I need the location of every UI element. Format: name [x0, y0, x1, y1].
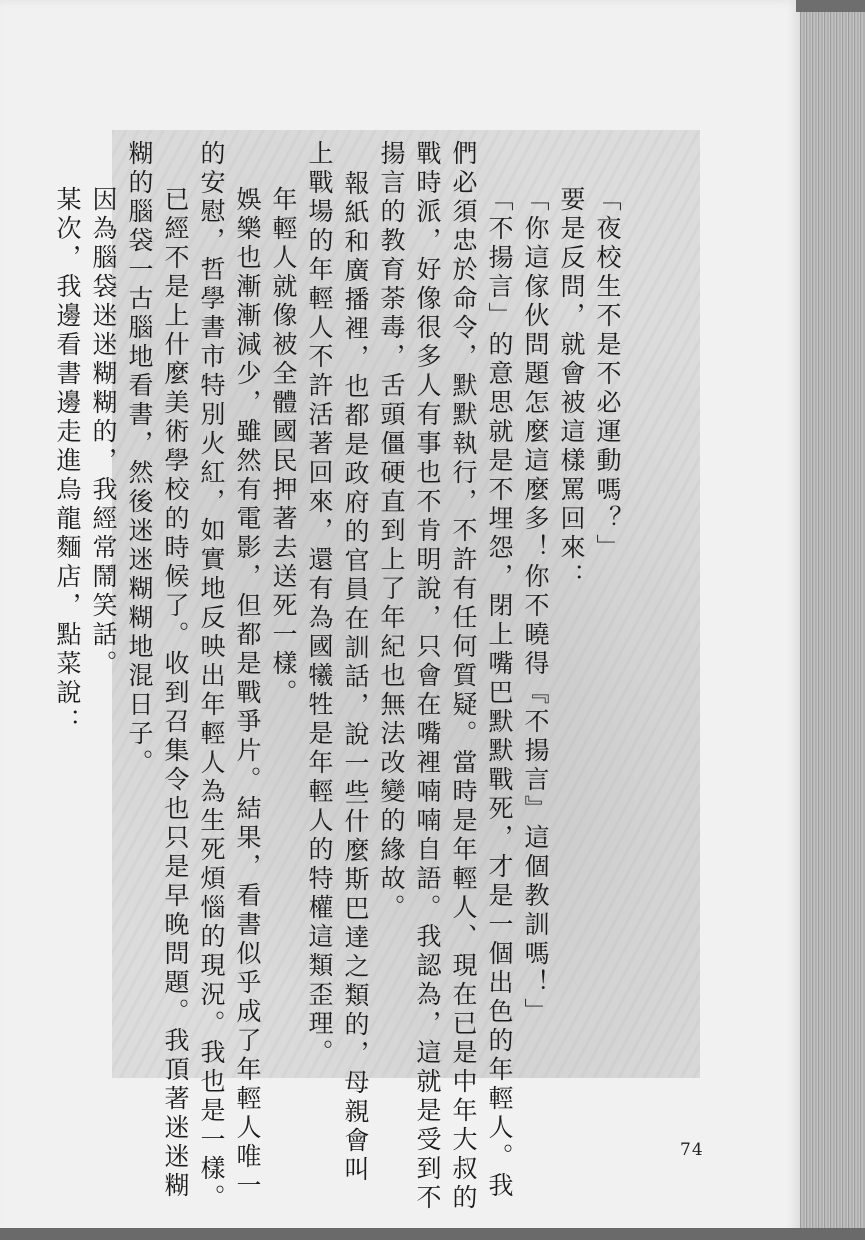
text-column: 報紙和廣播裡，也都是政府的官員在訓話，說一些什麼斯巴達之類的，母親會叫	[341, 170, 370, 1185]
text-column: 們必須忠於命令，默默執行，不許有任何質疑。當時是年輕人、現在已是中年大叔的	[449, 140, 478, 1213]
vertical-text-block	[53, 140, 622, 1213]
text-column: 「你這傢伙問題怎麼這麼多！你不曉得『不揚言』這個教訓嗎！」	[521, 186, 550, 1027]
page-number: 74	[680, 1140, 704, 1160]
text-column: 某次，我邊看書邊走進烏龍麵店，點菜說：	[53, 186, 82, 737]
text-column: 因為腦袋迷迷糊糊的，我經常鬧笑話。	[89, 186, 118, 679]
text-column: 「不揚言」的意思就是不埋怨，閉上嘴巴默默戰死，才是一個出色的年輕人。我	[485, 186, 514, 1201]
text-column: 年輕人就像被全體國民押著去送死一樣。	[269, 186, 298, 708]
page-edges	[800, 0, 865, 1240]
text-column: 戰時派，好像很多人有事也不肯明說，只會在嘴裡喃喃自語。我認為，這就是受到不	[413, 140, 442, 1213]
text-column: 糊的腦袋一古腦地看書，然後迷迷糊糊地混日子。	[125, 140, 154, 778]
text-column: 要是反問，就會被這樣罵回來：	[557, 186, 586, 592]
text-column: 上戰場的年輕人不許活著回來，還有為國犧牲是年輕人的特權這類歪理。	[305, 140, 334, 1068]
text-column: 已經不是上什麼美術學校的時候了。收到召集令也只是早晚問題。我頂著迷迷糊	[161, 186, 190, 1201]
text-column: 揚言的教育荼毒，舌頭僵硬直到上了年紀也無法改變的緣故。	[377, 140, 406, 923]
text-column: 娛樂也漸漸減少，雖然有電影，但都是戰爭片。結果，看書似乎成了年輕人唯一	[233, 186, 262, 1201]
text-column: 的安慰，哲學書市特別火紅，如實地反映出年輕人為生死煩惱的現況。我也是一樣。	[197, 140, 226, 1213]
text-column: 「夜校生不是不必運動嗎？」	[593, 186, 622, 563]
bottom-shadow	[0, 1228, 865, 1240]
page-edges-top-shadow	[796, 0, 865, 12]
